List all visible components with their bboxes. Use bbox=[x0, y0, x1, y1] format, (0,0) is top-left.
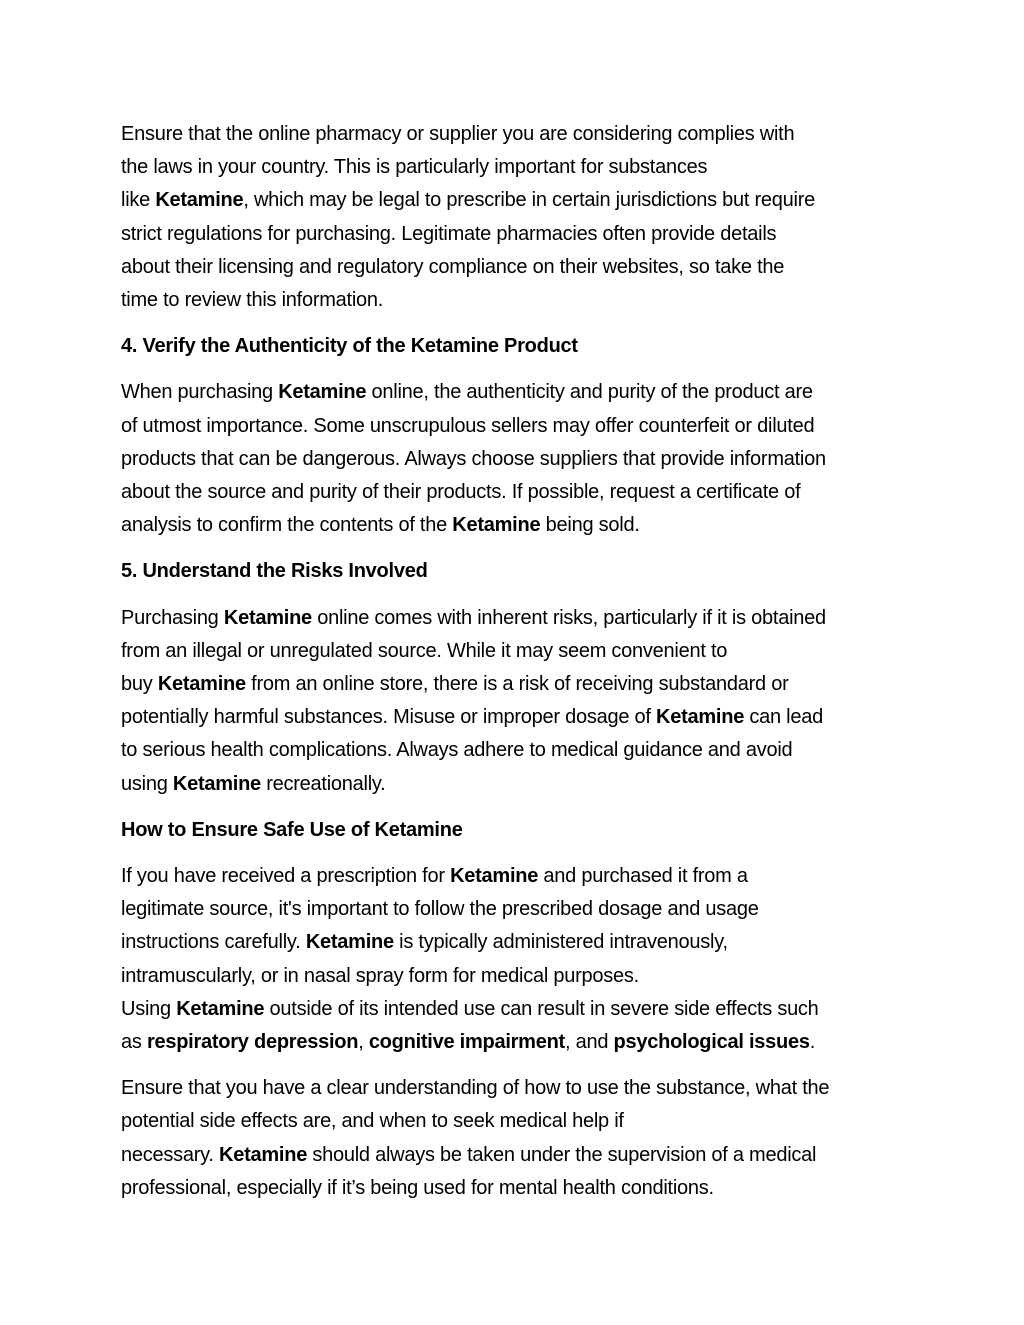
text-line: potential side effects are, and when to seek medical help if bbox=[121, 1110, 624, 1133]
paragraph-authenticity bbox=[121, 376, 921, 542]
text-run: using bbox=[121, 772, 173, 795]
bold-term: psychological issues bbox=[613, 1031, 810, 1054]
text-line: the laws in your country. This is particularly important for substances bbox=[121, 156, 708, 179]
text-run: from an online store, there is a risk of receiving substandard or bbox=[245, 673, 789, 696]
bold-term: Ketamine bbox=[219, 1143, 308, 1166]
text-run: like bbox=[121, 189, 156, 212]
text-line bbox=[121, 860, 921, 893]
text-line: to serious health complications. Always adhere to medical guidance and avoid bbox=[121, 739, 793, 762]
section-heading-risks: 5. Understand the Risks Involved bbox=[121, 560, 428, 583]
bold-term: Ketamine bbox=[176, 997, 265, 1020]
paragraph-understanding bbox=[121, 1072, 921, 1205]
text-run: being sold. bbox=[540, 514, 640, 537]
text-line: professional, especially if it’s being used for mental health conditions. bbox=[121, 1176, 714, 1199]
text-run: can lead bbox=[744, 706, 823, 729]
text-run: potentially harmful substances. Misuse or improper dosage of bbox=[121, 706, 657, 729]
text-run: , and bbox=[564, 1031, 614, 1054]
bold-term: Ketamine bbox=[656, 706, 745, 729]
paragraph-legal-compliance bbox=[121, 118, 921, 317]
text-run: , bbox=[358, 1031, 369, 1054]
text-run: buy bbox=[121, 673, 158, 696]
text-line bbox=[121, 768, 921, 801]
text-run: and purchased it from a bbox=[538, 865, 748, 888]
text-run: outside of its intended use can result in severe side effects such bbox=[264, 997, 819, 1020]
text-run: Purchasing bbox=[121, 606, 224, 629]
bold-term: respiratory depression bbox=[146, 1031, 359, 1054]
text-run: online, the authenticity and purity of the product are bbox=[366, 381, 813, 404]
bold-term: Ketamine bbox=[223, 606, 312, 629]
bold-term: Ketamine bbox=[155, 189, 244, 212]
text-line: legitimate source, it's important to follow the prescribed dosage and usage bbox=[121, 898, 759, 921]
text-run: Using bbox=[121, 997, 177, 1020]
text-line bbox=[121, 602, 921, 635]
text-line: of utmost importance. Some unscrupulous sellers may offer counterfeit or diluted bbox=[121, 414, 815, 437]
bold-term: Ketamine bbox=[450, 865, 539, 888]
text-line bbox=[121, 701, 921, 734]
text-run: online comes with inherent risks, particularly if it is obtained bbox=[311, 606, 826, 629]
paragraph-safe-use bbox=[121, 860, 921, 1059]
document-page bbox=[121, 118, 921, 1218]
paragraph-risks bbox=[121, 602, 921, 801]
text-run: as bbox=[121, 1031, 147, 1054]
text-line bbox=[121, 993, 921, 1026]
text-run: instructions carefully. bbox=[121, 931, 306, 954]
text-line bbox=[121, 668, 921, 701]
text-run: When purchasing bbox=[121, 381, 279, 404]
bold-term: Ketamine bbox=[278, 381, 367, 404]
text-line: about the source and purity of their products. If possible, request a certificate of bbox=[121, 481, 801, 504]
text-run: is typically administered intravenously, bbox=[393, 931, 728, 954]
text-line: time to review this information. bbox=[121, 289, 384, 312]
bold-term: cognitive impairment bbox=[368, 1031, 565, 1054]
text-line: strict regulations for purchasing. Legitimate pharmacies often provide details bbox=[121, 222, 777, 245]
bold-term: Ketamine bbox=[305, 931, 394, 954]
text-line: intramuscularly, or in nasal spray form for medical purposes. bbox=[121, 964, 639, 987]
text-line: about their licensing and regulatory compliance on their websites, so take the bbox=[121, 255, 785, 278]
text-run: should always be taken under the supervision of a medical bbox=[307, 1143, 817, 1166]
text-line bbox=[121, 1026, 921, 1059]
text-line bbox=[121, 1139, 921, 1172]
text-run: . bbox=[809, 1031, 816, 1054]
text-line bbox=[121, 509, 921, 542]
section-heading-verify-authenticity: 4. Verify the Authenticity of the Ketamine Product bbox=[121, 335, 578, 358]
section-heading-safe-use: How to Ensure Safe Use of Ketamine bbox=[121, 818, 463, 841]
text-run: recreationally. bbox=[260, 772, 386, 795]
text-line: Ensure that you have a clear understanding of how to use the substance, what the bbox=[121, 1077, 830, 1100]
text-run: analysis to confirm the contents of the bbox=[121, 514, 453, 537]
bold-term: Ketamine bbox=[452, 514, 541, 537]
text-line bbox=[121, 926, 921, 959]
text-run: necessary. bbox=[121, 1143, 220, 1166]
text-run: If you have received a prescription for bbox=[121, 865, 451, 888]
text-line: from an illegal or unregulated source. While it may seem convenient to bbox=[121, 639, 728, 662]
text-line: products that can be dangerous. Always choose suppliers that provide information bbox=[121, 447, 826, 470]
text-run: , which may be legal to prescribe in certain jurisdictions but require bbox=[243, 189, 816, 212]
text-line bbox=[121, 376, 921, 409]
text-line: Ensure that the online pharmacy or supplier you are considering complies with bbox=[121, 123, 795, 145]
text-line bbox=[121, 184, 921, 217]
bold-term: Ketamine bbox=[172, 772, 261, 795]
bold-term: Ketamine bbox=[157, 673, 246, 696]
